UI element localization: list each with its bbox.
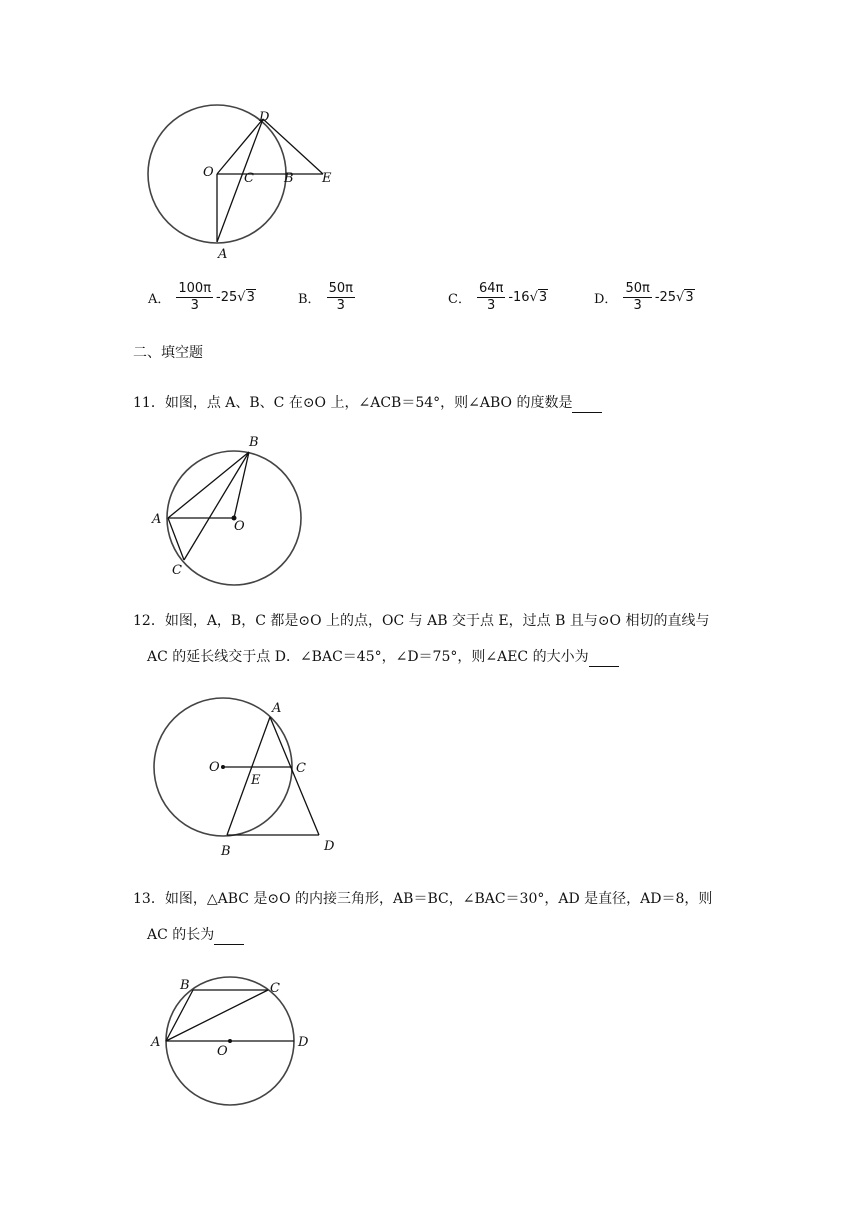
question-12-text: AC 的延长线交于点 D．∠BAC＝45°，∠D＝75°，则∠AEC 的大小为 (147, 649, 589, 665)
label-d: D (324, 839, 335, 854)
question-11-text: 11．如图，点 A、B、C 在⊙O 上，∠ACB＝54°，则∠ABO 的度数是 (133, 395, 573, 411)
label-e: E (251, 773, 261, 788)
question-12-line1: 12．如图，A，B，C 都是⊙O 上的点，OC 与 AB 交于点 E，过点 B 且与⊙O 相切的直线与 (133, 613, 710, 629)
label-o: O (209, 760, 220, 775)
choice-d-letter: D． (594, 292, 618, 307)
label-o: O (203, 165, 214, 180)
choice-b-letter: B． (298, 292, 321, 307)
choice-c-tail: -16 (508, 290, 530, 305)
choice-d-tail: -25 (654, 290, 677, 305)
label-b: B (284, 171, 294, 186)
label-c: C (244, 171, 254, 186)
label-d: D (298, 1035, 309, 1050)
label-a: A (272, 701, 282, 716)
question-13-text: AC 的长为 (147, 927, 215, 943)
choice-c-fraction: $\frac{64\pi}{3}$ (478, 281, 504, 313)
choice-a-sqrt: √3 (237, 290, 255, 305)
choice-a-tail: -25 (216, 290, 238, 305)
segment-de (263, 119, 323, 174)
choice-a-letter: A． (148, 292, 171, 307)
label-a: A (151, 1035, 161, 1050)
choice-d[interactable] (594, 281, 695, 314)
segment-ad (217, 119, 263, 242)
label-b: B (221, 844, 231, 859)
label-b: B (180, 978, 190, 993)
segment-od (217, 119, 263, 174)
label-c: C (296, 761, 306, 776)
choice-d-fraction: $\frac{50\pi}{3}$ (625, 281, 650, 313)
label-c: C (270, 981, 280, 996)
segment-ab (227, 717, 270, 835)
label-o: O (234, 519, 245, 534)
label-d: D (259, 110, 270, 125)
question-13-line2 (147, 925, 244, 945)
center-dot-q13 (228, 1039, 232, 1043)
label-b: B (249, 435, 259, 450)
label-e: E (322, 171, 332, 186)
answer-blank-13[interactable] (214, 930, 244, 945)
figure-q12 (148, 692, 348, 862)
choice-c-letter: C． (448, 292, 471, 307)
question-11 (133, 393, 602, 413)
segment-cb (184, 452, 249, 560)
question-12-line2 (147, 647, 619, 667)
choice-c[interactable] (448, 281, 548, 314)
segment-ab (166, 990, 193, 1041)
choice-a-fraction: $\frac{100\pi}{3}$ (178, 281, 212, 313)
answer-blank-11[interactable] (572, 398, 602, 413)
label-c: C (172, 563, 182, 578)
segment-ac (166, 990, 268, 1041)
choice-d-sqrt: √3 (676, 290, 694, 305)
choice-b-fraction: $\frac{50\pi}{3}$ (328, 281, 353, 313)
figure-q11 (148, 430, 313, 595)
answer-blank-12[interactable] (589, 652, 619, 667)
center-dot-q12 (221, 765, 225, 769)
choice-a[interactable] (148, 281, 256, 314)
label-o: O (217, 1044, 228, 1059)
segment-ad (270, 717, 319, 835)
figure-q13 (148, 972, 323, 1112)
label-a: A (218, 247, 228, 262)
figure-q10 (130, 100, 350, 265)
question-13-line1: 13．如图，△ABC 是⊙O 的内接三角形，AB＝BC，∠BAC＝30°，AD 是直径，AD＝8，则 (133, 891, 713, 907)
label-a: A (152, 512, 162, 527)
section-title: 二、填空题 (133, 345, 203, 361)
choice-b[interactable] (298, 281, 358, 314)
choice-c-sqrt: √3 (529, 290, 548, 305)
